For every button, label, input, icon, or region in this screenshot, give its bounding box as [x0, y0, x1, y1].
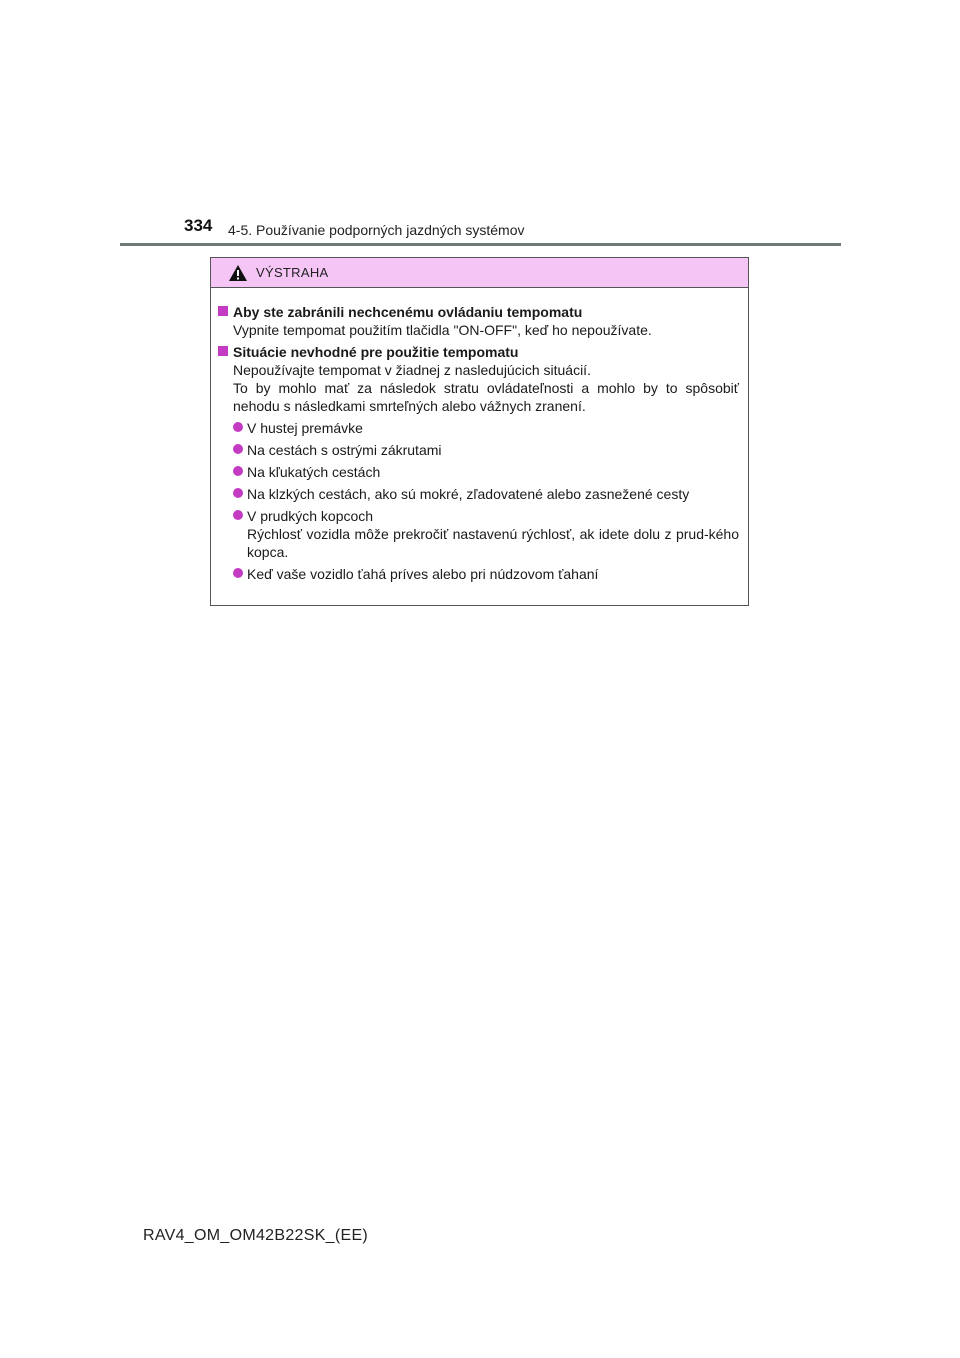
list-item	[218, 463, 739, 481]
warning-triangle-icon	[228, 264, 248, 282]
warning-header	[211, 258, 748, 288]
page-number: 334	[184, 216, 213, 235]
list-item	[218, 565, 739, 583]
list-item-text: Na cestách s ostrými zákrutami	[247, 442, 442, 458]
paragraph: Nepoužívajte tempomat v žiadnej z nasledujúcich situácií.	[233, 362, 591, 378]
round-bullet-icon	[233, 488, 243, 498]
list-item	[218, 507, 739, 561]
list-item-text: Na klzkých cestách, ako sú mokré, zľadovatené alebo zasnežené cesty	[247, 486, 690, 502]
section-heading-text: Situácie nevhodné pre použitie tempomatu	[233, 344, 519, 360]
list-item-text: V prudkých kopcoch	[247, 508, 374, 524]
paragraph: Vypnite tempomat použitím tlačidla "ON-OFF", keď ho nepoužívate.	[233, 322, 652, 338]
list-item	[218, 485, 739, 503]
warning-body	[211, 288, 748, 583]
header-rule	[120, 243, 841, 246]
round-bullet-icon	[233, 510, 243, 520]
round-bullet-icon	[233, 422, 243, 432]
paragraph: To by mohlo mať za následok stratu ovládateľnosti a mohlo by to spôsobiť nehodu s následkami smrteľných alebo vážnych zranení.	[233, 380, 739, 414]
warning-box	[210, 257, 749, 606]
section-heading-text: Aby ste zabránili nechcenému ovládaniu tempomatu	[233, 304, 583, 320]
list-item-detail: Rýchlosť vozidla môže prekročiť nastavenú rýchlosť, ak idete dolu z prud-kého kopca.	[247, 526, 739, 560]
list-item-text: Na kľukatých cestách	[247, 464, 381, 480]
list-item-text: Keď vaše vozidlo ťahá príves alebo pri núdzovom ťahaní	[247, 566, 599, 582]
square-bullet-icon	[218, 306, 228, 316]
round-bullet-icon	[233, 568, 243, 578]
list-item	[218, 441, 739, 459]
section-title: 4-5. Používanie podporných jazdných systémov	[228, 222, 525, 238]
list-item	[218, 419, 739, 437]
round-bullet-icon	[233, 444, 243, 454]
section-heading	[218, 343, 739, 361]
document-code: RAV4_OM_OM42B22SK_(EE)	[143, 1227, 369, 1244]
warning-title: VÝSTRAHA	[256, 265, 329, 280]
section-heading	[218, 303, 739, 321]
square-bullet-icon	[218, 346, 228, 356]
list-item-text: V hustej premávke	[247, 420, 363, 436]
round-bullet-icon	[233, 466, 243, 476]
